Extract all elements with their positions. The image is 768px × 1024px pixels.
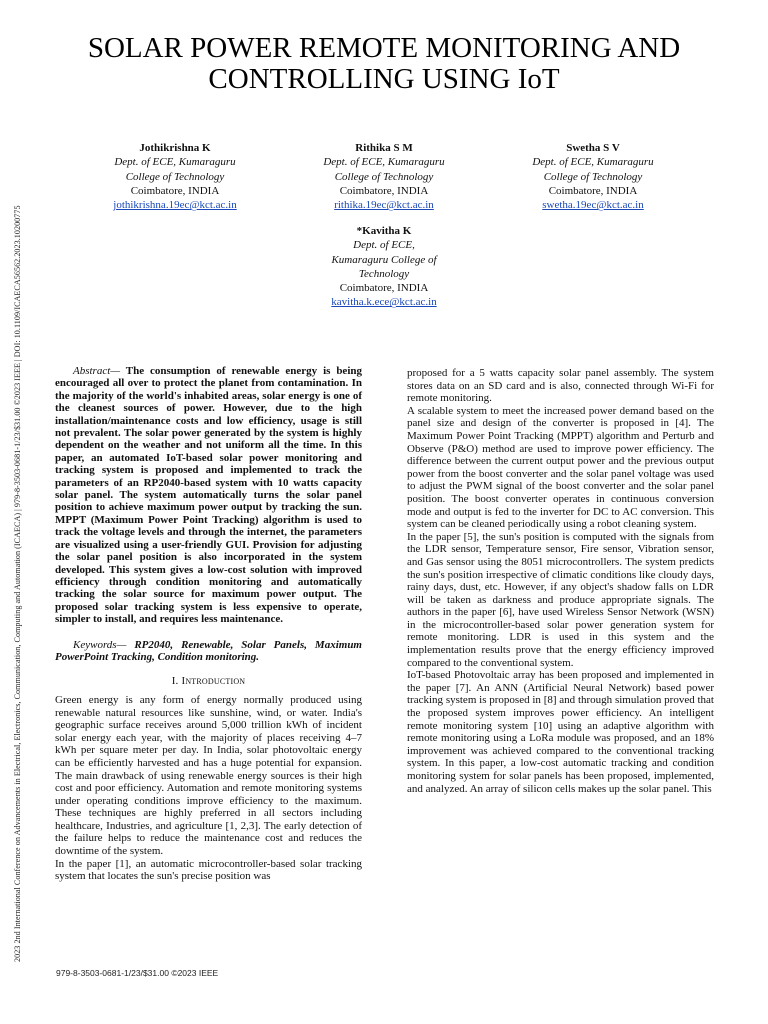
author-email-link[interactable]: swetha.19ec@kct.ac.in — [542, 199, 644, 212]
author-email-link[interactable]: rithika.19ec@kct.ac.in — [334, 199, 434, 212]
paragraph: IoT-based Photovoltaic array has been proposed and implemented in the paper [7]. An ANN (Artificial Neural Network) based power tracking system is proposed in [8] and through simulation proved that the proposed system improves power efficiency. An intelligent remote monitoring system [10] using an adaptive algorithm with remote monitoring using a LoRa module was proposed, and an 18% improvement was achieved compared to the conventional tracking system. In this paper, a low-cost automatic tracking and condition monitoring system for solar panels has been proposed, implemented, and analyzed. An array of silicon cells makes up the solar panel. This — [407, 669, 714, 795]
author-city: Coimbatore, INDIA — [339, 184, 429, 197]
author-email-link[interactable]: kavitha.k.ece@kct.ac.in — [331, 296, 437, 309]
paper-title — [60, 33, 708, 95]
keywords-lead: Keywords— — [73, 638, 127, 651]
paragraph: proposed for a 5 watts capacity solar panel assembly. The system stores data on an SD card and is also, connected through Wi-Fi for remote monitoring. — [407, 367, 714, 405]
page-footer: 979-8-3503-0681-1/23/$31.00 ©2023 IEEE — [56, 968, 219, 978]
author-city: Coimbatore, INDIA — [339, 282, 429, 295]
author-name: Jothikrishna K — [139, 142, 211, 154]
author-dept: College of Technology — [334, 170, 434, 183]
author-dept: Dept. of ECE, — [353, 239, 415, 252]
paragraph: Green energy is any form of energy normally produced using renewable natural resources like sunshine, wind, or water. India's geographic surface receives around 5,000 trillion kWh of incident solar energy each year, with the majority of places receiving 4–7 kWh per square meter per day. In India, solar photovoltaic energy can be efficiently harvested and has a huge potential for expansion. The main drawback of using renewable energy sources is their high cost and poor efficiency. Automation and remote monitoring systems under operating conditions improve efficiency to the maximum. These techniques are highly preferred in all sectors including healthcare, Industries, and agriculture [1, 2,3]. The early detection of the failure helps to reduce the maintenance cost and reduces the downtime of the system. — [55, 693, 362, 858]
author-dept: College of Technology — [125, 170, 225, 183]
author-email-link[interactable]: jothikrishna.19ec@kct.ac.in — [113, 199, 237, 212]
author-name: *Kavitha K — [356, 225, 412, 237]
section-heading-introduction: I. Introduction — [171, 675, 246, 688]
abstract-text: The consumption of renewable energy is being encouraged all over to protect the planet from contamination. In the majority of the world's inhabited areas, solar energy is one of the cleanest sources of power. However, due to the high installation/maintenance costs and low efficiency, usage is still not prevalent. The solar power generated by the system is highly dependent on the weather and not uniform all the time. In this paper, an automated IoT-based solar power monitoring and tracking system is proposed and implemented to track the parameters of an RP2040-based system with 10 watts capacity solar panel. The system automatically turns the solar panel position to achieve maximum power output by tracking the sun. MPPT (Maximum Power Point Tracking) algorithm is used to track the voltage levels and through the internet, the parameters are visualized using a user-friendly GUI. Provision for adjusting the solar panel position is also incorporated in the system developed. This system gives a low-cost solution with improved efficiency through condition monitoring and automatically tracking the solar source for maximum power output. The proposed solar tracking system is less expensive to operate, simpler to install, and requires less maintenance. — [55, 365, 362, 626]
author-dept: Dept. of ECE, Kumaraguru — [532, 156, 654, 169]
side-citation: 2023 2nd International Conference on Advancements in Electrical, Electronics, Communication, Computing and Automation (ICAECA) | 979-8-3503-0681-1/23/$31.00 ©2023 IEEE | DOI: 10.1109/ICAECA56562.2023.10200775 — [13, 205, 22, 962]
author-dept: Dept. of ECE, Kumaraguru — [114, 156, 236, 169]
author-dept: College of Technology — [543, 170, 643, 183]
author-block-4 — [304, 224, 464, 310]
author-block-3 — [513, 141, 673, 212]
author-dept: Kumaraguru College of — [331, 253, 437, 266]
abstract-lead: Abstract— — [73, 365, 121, 377]
title-line-1: SOLAR POWER REMOTE MONITORING AND — [87, 32, 681, 64]
author-name: Swetha S V — [566, 142, 620, 154]
author-dept: Dept. of ECE, Kumaraguru — [323, 156, 445, 169]
author-name: Rithika S M — [355, 142, 413, 154]
author-block-1 — [95, 141, 255, 212]
right-column — [407, 367, 714, 795]
paragraph: In the paper [1], an automatic microcontroller-based solar tracking system that locates the sun's precise position was — [55, 857, 362, 883]
author-city: Coimbatore, INDIA — [130, 184, 220, 197]
title-line-2: CONTROLLING USING IoT — [208, 63, 560, 95]
keywords — [55, 639, 362, 664]
left-column — [55, 365, 362, 883]
paragraph: A scalable system to meet the increased power demand based on the panel size and design of the converter is proposed in [4]. The Maximum Power Point Tracking (MPPT) algorithm and Perturb and Observe (P&O) method are used to improve power efficiency. The difference between the current output power and the previous output power from the boost converter and the solar panel voltage was used to adjust the PWM signal of the boost converter and the solar panel position. The boost converter operates in continuous conversion mode and output is fed to the inverter for DC to AC conversion. This system can be cleaned periodically using a robot cleaning system. — [407, 404, 714, 531]
keywords-text: RP2040, Renewable, Solar Panels, Maximum PowerPoint Tracking, Condition monitoring. — [55, 638, 362, 663]
author-dept: Technology — [358, 267, 410, 280]
author-block-2 — [304, 141, 464, 212]
abstract — [55, 365, 362, 626]
author-city: Coimbatore, INDIA — [548, 184, 638, 197]
paragraph: In the paper [5], the sun's position is computed with the signals from the LDR sensor, Temperature sensor, Fire sensor, Vibration sensor, and Gas sensor using the 8051 microcontrollers. The system predicts the sun's position irrespective of climatic conditions like cloudy days, rainy days, dust, etc. However, if any object's shadow falls on LDR will be taken as darkness and produce appropriate signals. The authors in the paper [6], have used Wireless Sensor Network (WSN) in the microcontroller-based solar power generation system for remote monitoring. LDR is used in this system and the implementation results prove that the energy efficiency improved compared to the conventional system. — [407, 530, 714, 669]
